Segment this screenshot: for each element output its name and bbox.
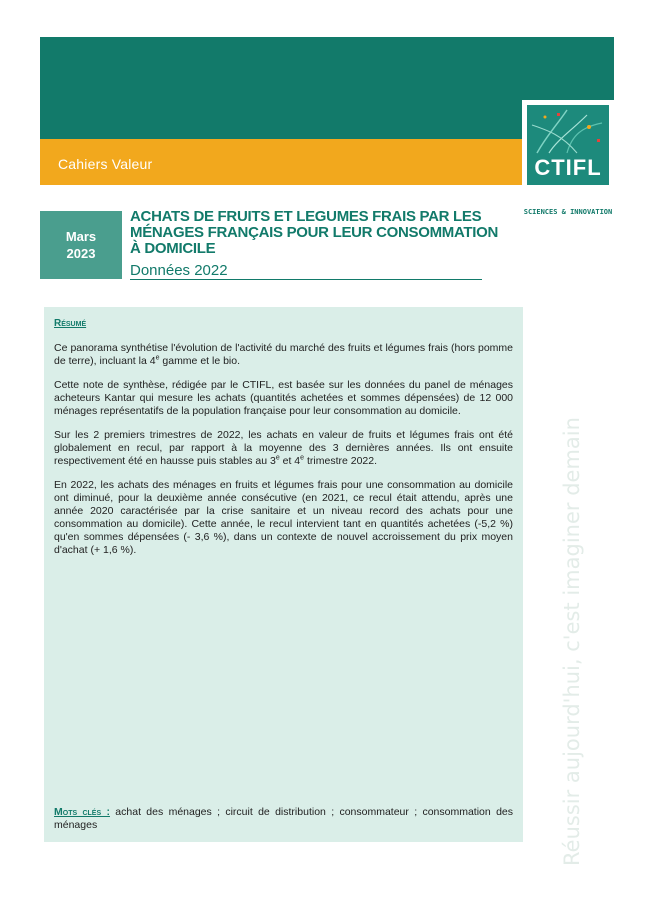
date-badge	[40, 211, 122, 279]
summary-text: gamme et le bio.	[159, 355, 241, 367]
page-title: ACHATS DE FRUITS ET LEGUMES FRAIS PAR LES MÉNAGES FRANÇAIS POUR LEUR CONSOMMATION À DOMICILE	[130, 208, 499, 257]
summary-paragraph	[54, 342, 513, 368]
series-title: Cahiers Valeur	[58, 156, 153, 172]
keywords	[54, 806, 513, 832]
superscript: e	[275, 454, 280, 462]
summary-text: et 4	[279, 455, 301, 467]
keywords-text: achat des ménages ; circuit de distribution ; consommateur ; consommation des ménages	[54, 806, 513, 831]
keywords-label: Mots clés :	[54, 806, 110, 818]
vertical-tagline: Réussir aujourd'hui, c'est imaginer demain	[560, 417, 584, 866]
logo-tagline: SCIENCES & INNOVATION	[523, 208, 613, 216]
logo-graphic-icon	[527, 105, 609, 155]
summary-text: Sur les 2 premiers trimestres de 2022, les achats en valeur de fruits et légumes frais ont été globalement en recul, par rapport à la moyenne des 3 dernières années. Ils ont ensuite respectivement été en hausse puis stables au 3	[54, 429, 513, 467]
date-month: Mars	[65, 229, 97, 244]
summary-paragraph	[54, 429, 513, 468]
summary-paragraph: En 2022, les achats des ménages en fruits et légumes frais pour une consommation au domicile ont diminué, pour la deuxième année consécutive (en 2021, ce recul était attendu, après une année 2020 caractérisée par la crise sanitaire et un niveau record des achats pour une consommation au domicile). Cette année, le recul intervient tant en quantités achetées (-5,2 %) qu'en sommes dépensées (- 3,6 %), dans un contexte de nouvel accroissement du prix moyen d'achat (+ 1,6 %).	[54, 479, 513, 556]
title-divider	[130, 279, 482, 280]
superscript: e	[300, 454, 305, 462]
ctifl-logo	[522, 100, 614, 185]
summary-text: Ce panorama synthétise l'évolution de l'activité du marché des fruits et légumes frais (hors pomme de terre), incluant la 4	[54, 342, 513, 367]
summary-text: trimestre 2022.	[304, 455, 378, 467]
summary-box	[44, 307, 523, 842]
date-year: 2023	[66, 246, 96, 261]
logo-emblem	[527, 105, 609, 185]
logo-name: CTIFL	[534, 155, 602, 180]
summary-heading: Résumé	[54, 318, 87, 329]
page-subtitle: Données 2022	[130, 262, 228, 279]
superscript: e	[155, 354, 160, 362]
summary-paragraph: Cette note de synthèse, rédigée par le CTIFL, est basée sur les données du panel de ménages acheteurs Kantar qui mesure les achats (quantités achetées et sommes dépensées) de 12 000 ménages représentatifs de la population française pour leur consommation au domicile.	[54, 379, 513, 417]
